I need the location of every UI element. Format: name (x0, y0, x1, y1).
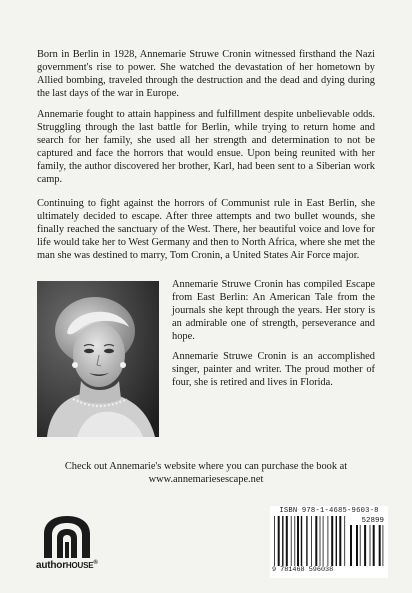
barcode-bar (291, 516, 292, 566)
publisher-logo (36, 514, 100, 576)
barcode-bar (297, 516, 299, 566)
isbn-label: ISBN 978-1-4685-9603-8 (279, 507, 379, 515)
authorhouse-arch-logo-icon (42, 514, 92, 563)
price-code: 52899 (361, 517, 384, 525)
barcode-bar (331, 516, 333, 566)
bio-paragraph-1: Born in Berlin in 1928, Annemarie Struwe Cronin witnessed firsthand the Nazi government's rise to power. She watched the devastation of her hometown by Allied bombing, traveled through the destruction and the dead and dying during the last days of the war in Europe. (37, 49, 375, 100)
addon-barcode-bars (350, 525, 384, 566)
author-photo (37, 281, 159, 437)
barcode-bar (320, 516, 321, 566)
isbn-barcode (270, 506, 388, 578)
barcode-bar (315, 516, 317, 566)
barcode-bar (364, 525, 366, 566)
website-url[interactable]: www.annemariesescape.net (148, 474, 264, 485)
ean-barcode-bars (274, 516, 346, 566)
publisher-name-house: HOUSE (65, 561, 94, 570)
barcode-bar (350, 525, 352, 566)
barcode-bar (274, 516, 275, 566)
barcode-bar (344, 516, 345, 566)
bio-paragraph-4: Annemarie Struwe Cronin has compiled Escape from East Berlin: An American Tale from the journals she kept through the years. Her story is an admirable one of strength, perseverance and hope. (172, 279, 375, 343)
barcode-bar (294, 516, 295, 566)
barcode-bar (383, 525, 384, 566)
bio-paragraph-5: Annemarie Struwe Cronin is an accomplished singer, painter and writer. The proud mother of four, she is retired and lives in Florida. (172, 351, 375, 389)
barcode-bar (323, 516, 324, 566)
barcode-bar (379, 525, 381, 566)
publisher-name-author: author (36, 560, 66, 571)
publisher-wordmark (36, 560, 98, 571)
barcode-bar (339, 516, 341, 566)
website-prompt: Check out Annemarie's website where you can purchase the book at (64, 461, 348, 472)
barcode-bar (356, 525, 358, 566)
bio-paragraph-3: Continuing to fight against the horrors of Communist rule in East Berlin, she ultimately decided to escape. After three attempts and two bullet wounds, she finally reached the sanctuary of the West. There, her beautiful voice and love for life would take her to West Germany and then to North Africa, where she met the man she was destined to marry, Tom Cronin, a United States Air Force major. (37, 198, 375, 262)
barcode-bar (311, 516, 312, 566)
barcode-bar (373, 525, 375, 566)
barcode-bar (360, 525, 361, 566)
barcode-bar (370, 525, 371, 566)
barcode-bar (336, 516, 337, 566)
barcode-bar (328, 516, 329, 566)
registered-mark: ® (93, 560, 98, 566)
bio-paragraph-2: Annemarie fought to attain happiness and fulfillment despite unbelievable odds. Struggling through the last battle for Berlin, while trying to return home and search for her family, she used all her strength and determination to not be captured and face the horrors that would ensue. Upon being reunited with her family, the author discovered her brother, Karl, had been sent to a Siberian work camp. (37, 109, 375, 186)
barcode-bar (282, 516, 283, 566)
ean-digits: 9 781468 596038 (272, 566, 334, 574)
barcode-bar (286, 516, 288, 566)
barcode-bar (278, 516, 280, 566)
barcode-bar (306, 516, 307, 566)
barcode-bar (301, 516, 302, 566)
